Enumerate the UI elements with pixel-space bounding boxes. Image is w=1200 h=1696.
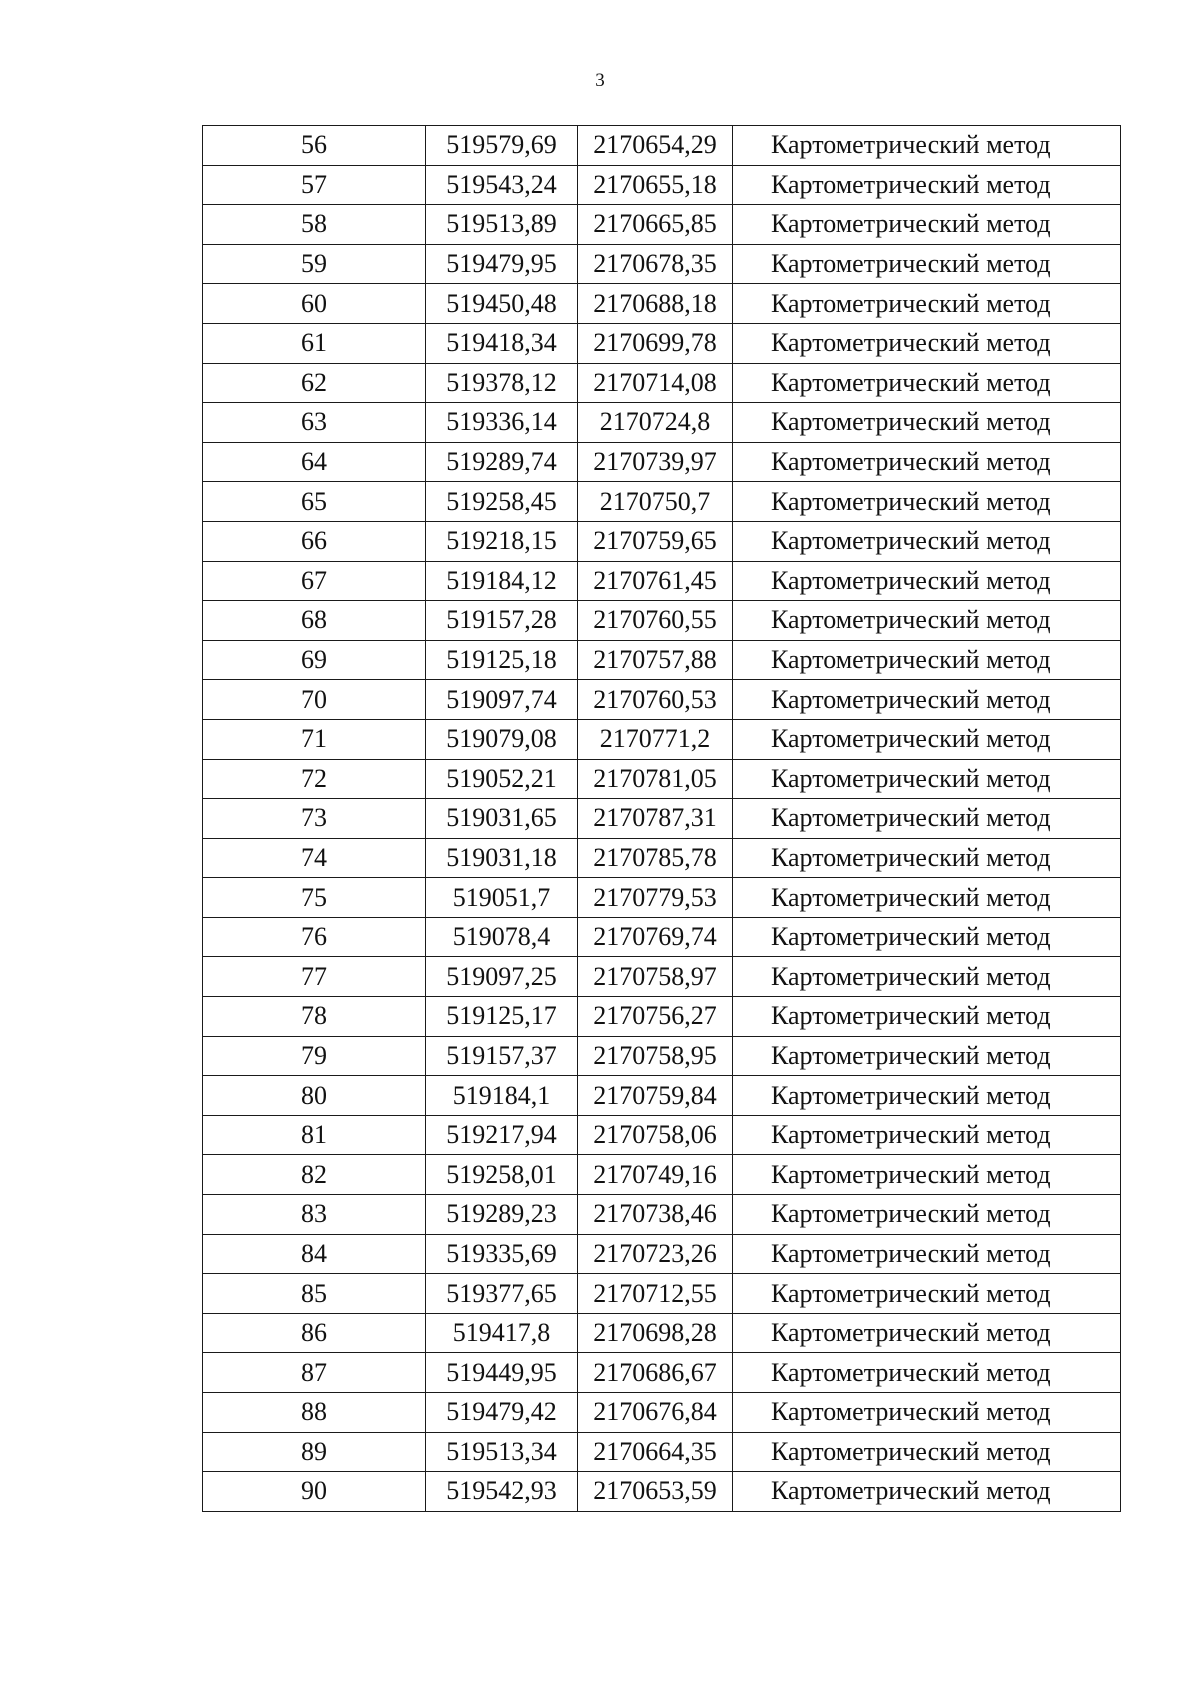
x-coordinate-cell: 519031,65 [426,799,578,839]
table-row [203,917,1121,957]
table-row [203,1432,1121,1472]
method-cell: Картометрический метод [733,1472,1121,1512]
point-number-cell: 90 [203,1472,426,1512]
table-row [203,205,1121,245]
y-coordinate-cell: 2170714,08 [578,363,733,403]
y-coordinate-cell: 2170723,26 [578,1234,733,1274]
method-cell: Картометрический метод [733,482,1121,522]
table-row [203,403,1121,443]
point-number-cell: 86 [203,1313,426,1353]
method-cell: Картометрический метод [733,1155,1121,1195]
point-number-cell: 73 [203,799,426,839]
point-number-cell: 83 [203,1195,426,1235]
y-coordinate-cell: 2170688,18 [578,284,733,324]
y-coordinate-cell: 2170665,85 [578,205,733,245]
point-number-cell: 75 [203,878,426,918]
point-number-cell: 64 [203,442,426,482]
point-number-cell: 63 [203,403,426,443]
method-cell: Картометрический метод [733,1076,1121,1116]
x-coordinate-cell: 519543,24 [426,165,578,205]
x-coordinate-cell: 519097,74 [426,680,578,720]
y-coordinate-cell: 2170771,2 [578,719,733,759]
point-number-cell: 68 [203,601,426,641]
point-number-cell: 67 [203,561,426,601]
y-coordinate-cell: 2170686,67 [578,1353,733,1393]
point-number-cell: 89 [203,1432,426,1472]
point-number-cell: 69 [203,640,426,680]
point-number-cell: 61 [203,323,426,363]
x-coordinate-cell: 519335,69 [426,1234,578,1274]
y-coordinate-cell: 2170654,29 [578,126,733,166]
method-cell: Картометрический метод [733,561,1121,601]
y-coordinate-cell: 2170758,97 [578,957,733,997]
x-coordinate-cell: 519125,18 [426,640,578,680]
x-coordinate-cell: 519377,65 [426,1274,578,1314]
table-row [203,759,1121,799]
method-cell: Картометрический метод [733,1036,1121,1076]
method-cell: Картометрический метод [733,1274,1121,1314]
table-row [203,126,1121,166]
method-cell: Картометрический метод [733,521,1121,561]
x-coordinate-cell: 519418,34 [426,323,578,363]
point-number-cell: 66 [203,521,426,561]
table-row [203,323,1121,363]
y-coordinate-cell: 2170712,55 [578,1274,733,1314]
table-row [203,1036,1121,1076]
method-cell: Картометрический метод [733,680,1121,720]
y-coordinate-cell: 2170653,59 [578,1472,733,1512]
method-cell: Картометрический метод [733,759,1121,799]
table-row [203,284,1121,324]
y-coordinate-cell: 2170761,45 [578,561,733,601]
y-coordinate-cell: 2170758,06 [578,1115,733,1155]
y-coordinate-cell: 2170750,7 [578,482,733,522]
table-row [203,1274,1121,1314]
method-cell: Картометрический метод [733,957,1121,997]
x-coordinate-cell: 519336,14 [426,403,578,443]
y-coordinate-cell: 2170779,53 [578,878,733,918]
point-number-cell: 79 [203,1036,426,1076]
x-coordinate-cell: 519125,17 [426,997,578,1037]
y-coordinate-cell: 2170676,84 [578,1393,733,1433]
x-coordinate-cell: 519217,94 [426,1115,578,1155]
x-coordinate-cell: 519417,8 [426,1313,578,1353]
point-number-cell: 84 [203,1234,426,1274]
point-number-cell: 74 [203,838,426,878]
point-number-cell: 82 [203,1155,426,1195]
x-coordinate-cell: 519031,18 [426,838,578,878]
y-coordinate-cell: 2170760,55 [578,601,733,641]
x-coordinate-cell: 519479,95 [426,244,578,284]
table-row [203,561,1121,601]
point-number-cell: 76 [203,917,426,957]
table-row [203,1195,1121,1235]
method-cell: Картометрический метод [733,997,1121,1037]
point-number-cell: 87 [203,1353,426,1393]
method-cell: Картометрический метод [733,323,1121,363]
table-row [203,838,1121,878]
table-row [203,799,1121,839]
y-coordinate-cell: 2170757,88 [578,640,733,680]
x-coordinate-cell: 519513,89 [426,205,578,245]
x-coordinate-cell: 519479,42 [426,1393,578,1433]
method-cell: Картометрический метод [733,205,1121,245]
x-coordinate-cell: 519258,01 [426,1155,578,1195]
method-cell: Картометрический метод [733,165,1121,205]
point-number-cell: 78 [203,997,426,1037]
table-row [203,165,1121,205]
x-coordinate-cell: 519542,93 [426,1472,578,1512]
x-coordinate-cell: 519079,08 [426,719,578,759]
y-coordinate-cell: 2170759,84 [578,1076,733,1116]
x-coordinate-cell: 519157,28 [426,601,578,641]
point-number-cell: 65 [203,482,426,522]
x-coordinate-cell: 519579,69 [426,126,578,166]
table-row [203,1115,1121,1155]
table-row [203,244,1121,284]
coordinates-table [202,125,1121,1512]
point-number-cell: 85 [203,1274,426,1314]
method-cell: Картометрический метод [733,917,1121,957]
point-number-cell: 70 [203,680,426,720]
point-number-cell: 72 [203,759,426,799]
table-row [203,1155,1121,1195]
x-coordinate-cell: 519051,7 [426,878,578,918]
method-cell: Картометрический метод [733,1313,1121,1353]
y-coordinate-cell: 2170664,35 [578,1432,733,1472]
y-coordinate-cell: 2170698,28 [578,1313,733,1353]
y-coordinate-cell: 2170756,27 [578,997,733,1037]
point-number-cell: 57 [203,165,426,205]
table-row [203,601,1121,641]
table-row [203,363,1121,403]
method-cell: Картометрический метод [733,1195,1121,1235]
table-row [203,521,1121,561]
table-row [203,482,1121,522]
y-coordinate-cell: 2170699,78 [578,323,733,363]
method-cell: Картометрический метод [733,838,1121,878]
table-row [203,1234,1121,1274]
table-row [203,1393,1121,1433]
point-number-cell: 58 [203,205,426,245]
method-cell: Картометрический метод [733,1432,1121,1472]
method-cell: Картометрический метод [733,640,1121,680]
x-coordinate-cell: 519078,4 [426,917,578,957]
x-coordinate-cell: 519289,74 [426,442,578,482]
y-coordinate-cell: 2170678,35 [578,244,733,284]
y-coordinate-cell: 2170785,78 [578,838,733,878]
y-coordinate-cell: 2170749,16 [578,1155,733,1195]
point-number-cell: 60 [203,284,426,324]
x-coordinate-cell: 519097,25 [426,957,578,997]
x-coordinate-cell: 519052,21 [426,759,578,799]
table-row [203,997,1121,1037]
x-coordinate-cell: 519450,48 [426,284,578,324]
x-coordinate-cell: 519218,15 [426,521,578,561]
method-cell: Картометрический метод [733,363,1121,403]
y-coordinate-cell: 2170758,95 [578,1036,733,1076]
table-row [203,442,1121,482]
y-coordinate-cell: 2170759,65 [578,521,733,561]
x-coordinate-cell: 519157,37 [426,1036,578,1076]
y-coordinate-cell: 2170724,8 [578,403,733,443]
point-number-cell: 77 [203,957,426,997]
point-number-cell: 62 [203,363,426,403]
table-row [203,640,1121,680]
x-coordinate-cell: 519258,45 [426,482,578,522]
method-cell: Картометрический метод [733,799,1121,839]
table-row [203,680,1121,720]
method-cell: Картометрический метод [733,1393,1121,1433]
x-coordinate-cell: 519378,12 [426,363,578,403]
method-cell: Картометрический метод [733,244,1121,284]
method-cell: Картометрический метод [733,1234,1121,1274]
y-coordinate-cell: 2170781,05 [578,759,733,799]
method-cell: Картометрический метод [733,126,1121,166]
point-number-cell: 71 [203,719,426,759]
table-row [203,719,1121,759]
table-row [203,1076,1121,1116]
method-cell: Картометрический метод [733,1353,1121,1393]
page-number: 3 [595,70,605,91]
table-row [203,957,1121,997]
method-cell: Картометрический метод [733,719,1121,759]
table-row [203,1353,1121,1393]
method-cell: Картометрический метод [733,403,1121,443]
method-cell: Картометрический метод [733,1115,1121,1155]
x-coordinate-cell: 519289,23 [426,1195,578,1235]
method-cell: Картометрический метод [733,878,1121,918]
point-number-cell: 88 [203,1393,426,1433]
method-cell: Картометрический метод [733,284,1121,324]
y-coordinate-cell: 2170738,46 [578,1195,733,1235]
method-cell: Картометрический метод [733,601,1121,641]
point-number-cell: 81 [203,1115,426,1155]
y-coordinate-cell: 2170655,18 [578,165,733,205]
table-row [203,1472,1121,1512]
y-coordinate-cell: 2170760,53 [578,680,733,720]
point-number-cell: 59 [203,244,426,284]
x-coordinate-cell: 519449,95 [426,1353,578,1393]
y-coordinate-cell: 2170769,74 [578,917,733,957]
point-number-cell: 56 [203,126,426,166]
method-cell: Картометрический метод [733,442,1121,482]
y-coordinate-cell: 2170787,31 [578,799,733,839]
x-coordinate-cell: 519184,1 [426,1076,578,1116]
table-row [203,878,1121,918]
y-coordinate-cell: 2170739,97 [578,442,733,482]
x-coordinate-cell: 519513,34 [426,1432,578,1472]
x-coordinate-cell: 519184,12 [426,561,578,601]
table-row [203,1313,1121,1353]
point-number-cell: 80 [203,1076,426,1116]
coordinates-table-body [203,126,1121,1512]
